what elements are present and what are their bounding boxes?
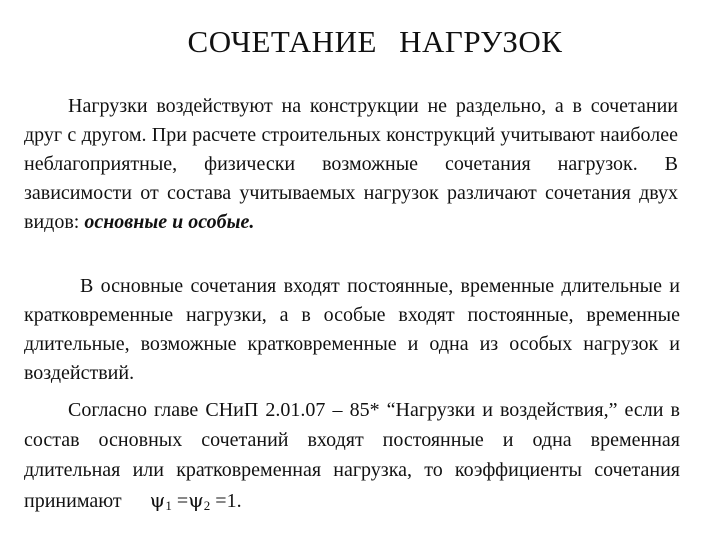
paragraph-text: В основные сочетания входят постоянные, временные длительные и кратковременные нагрузки, а в особые входят постоянные, временные длительные, возможные кратковременные и одна из особых нагрузок и воздействий. — [24, 275, 680, 384]
paragraph-snip-coefficients — [24, 395, 680, 521]
paragraph-combinations-intro — [24, 92, 678, 237]
emphasis-types: основные и особые. — [84, 211, 255, 233]
paragraph-text: Согласно главе СНиП 2.01.07 – 85* “Нагрузки и воздействия,” если в состав основных сочетаний входят постоянные и одна временная длительная или кратковременная нагрузка, то коэффициенты сочетания принимают — [24, 399, 680, 512]
paragraph-text: Нагрузки воздействуют на конструкции не раздельно, а в сочетании друг с другом. При расчете строительных конструкций учитывают наиболее неблагоприятные, физически возможные сочетания нагрузок. В зависимости от состава учитываемых нагрузок различают сочетания двух видов: — [24, 95, 678, 233]
subscript-1: 1 — [165, 498, 172, 513]
psi-symbol: ψ — [149, 488, 166, 512]
paragraph-combination-composition — [24, 272, 680, 388]
slide-title: СОЧЕТАНИЕ НАГРУЗОК — [187, 24, 563, 59]
subscript-2: 2 — [203, 498, 211, 513]
psi-symbol: ψ — [188, 488, 204, 512]
equals-one: =1. — [215, 490, 242, 512]
equals-sign: = — [176, 490, 189, 512]
